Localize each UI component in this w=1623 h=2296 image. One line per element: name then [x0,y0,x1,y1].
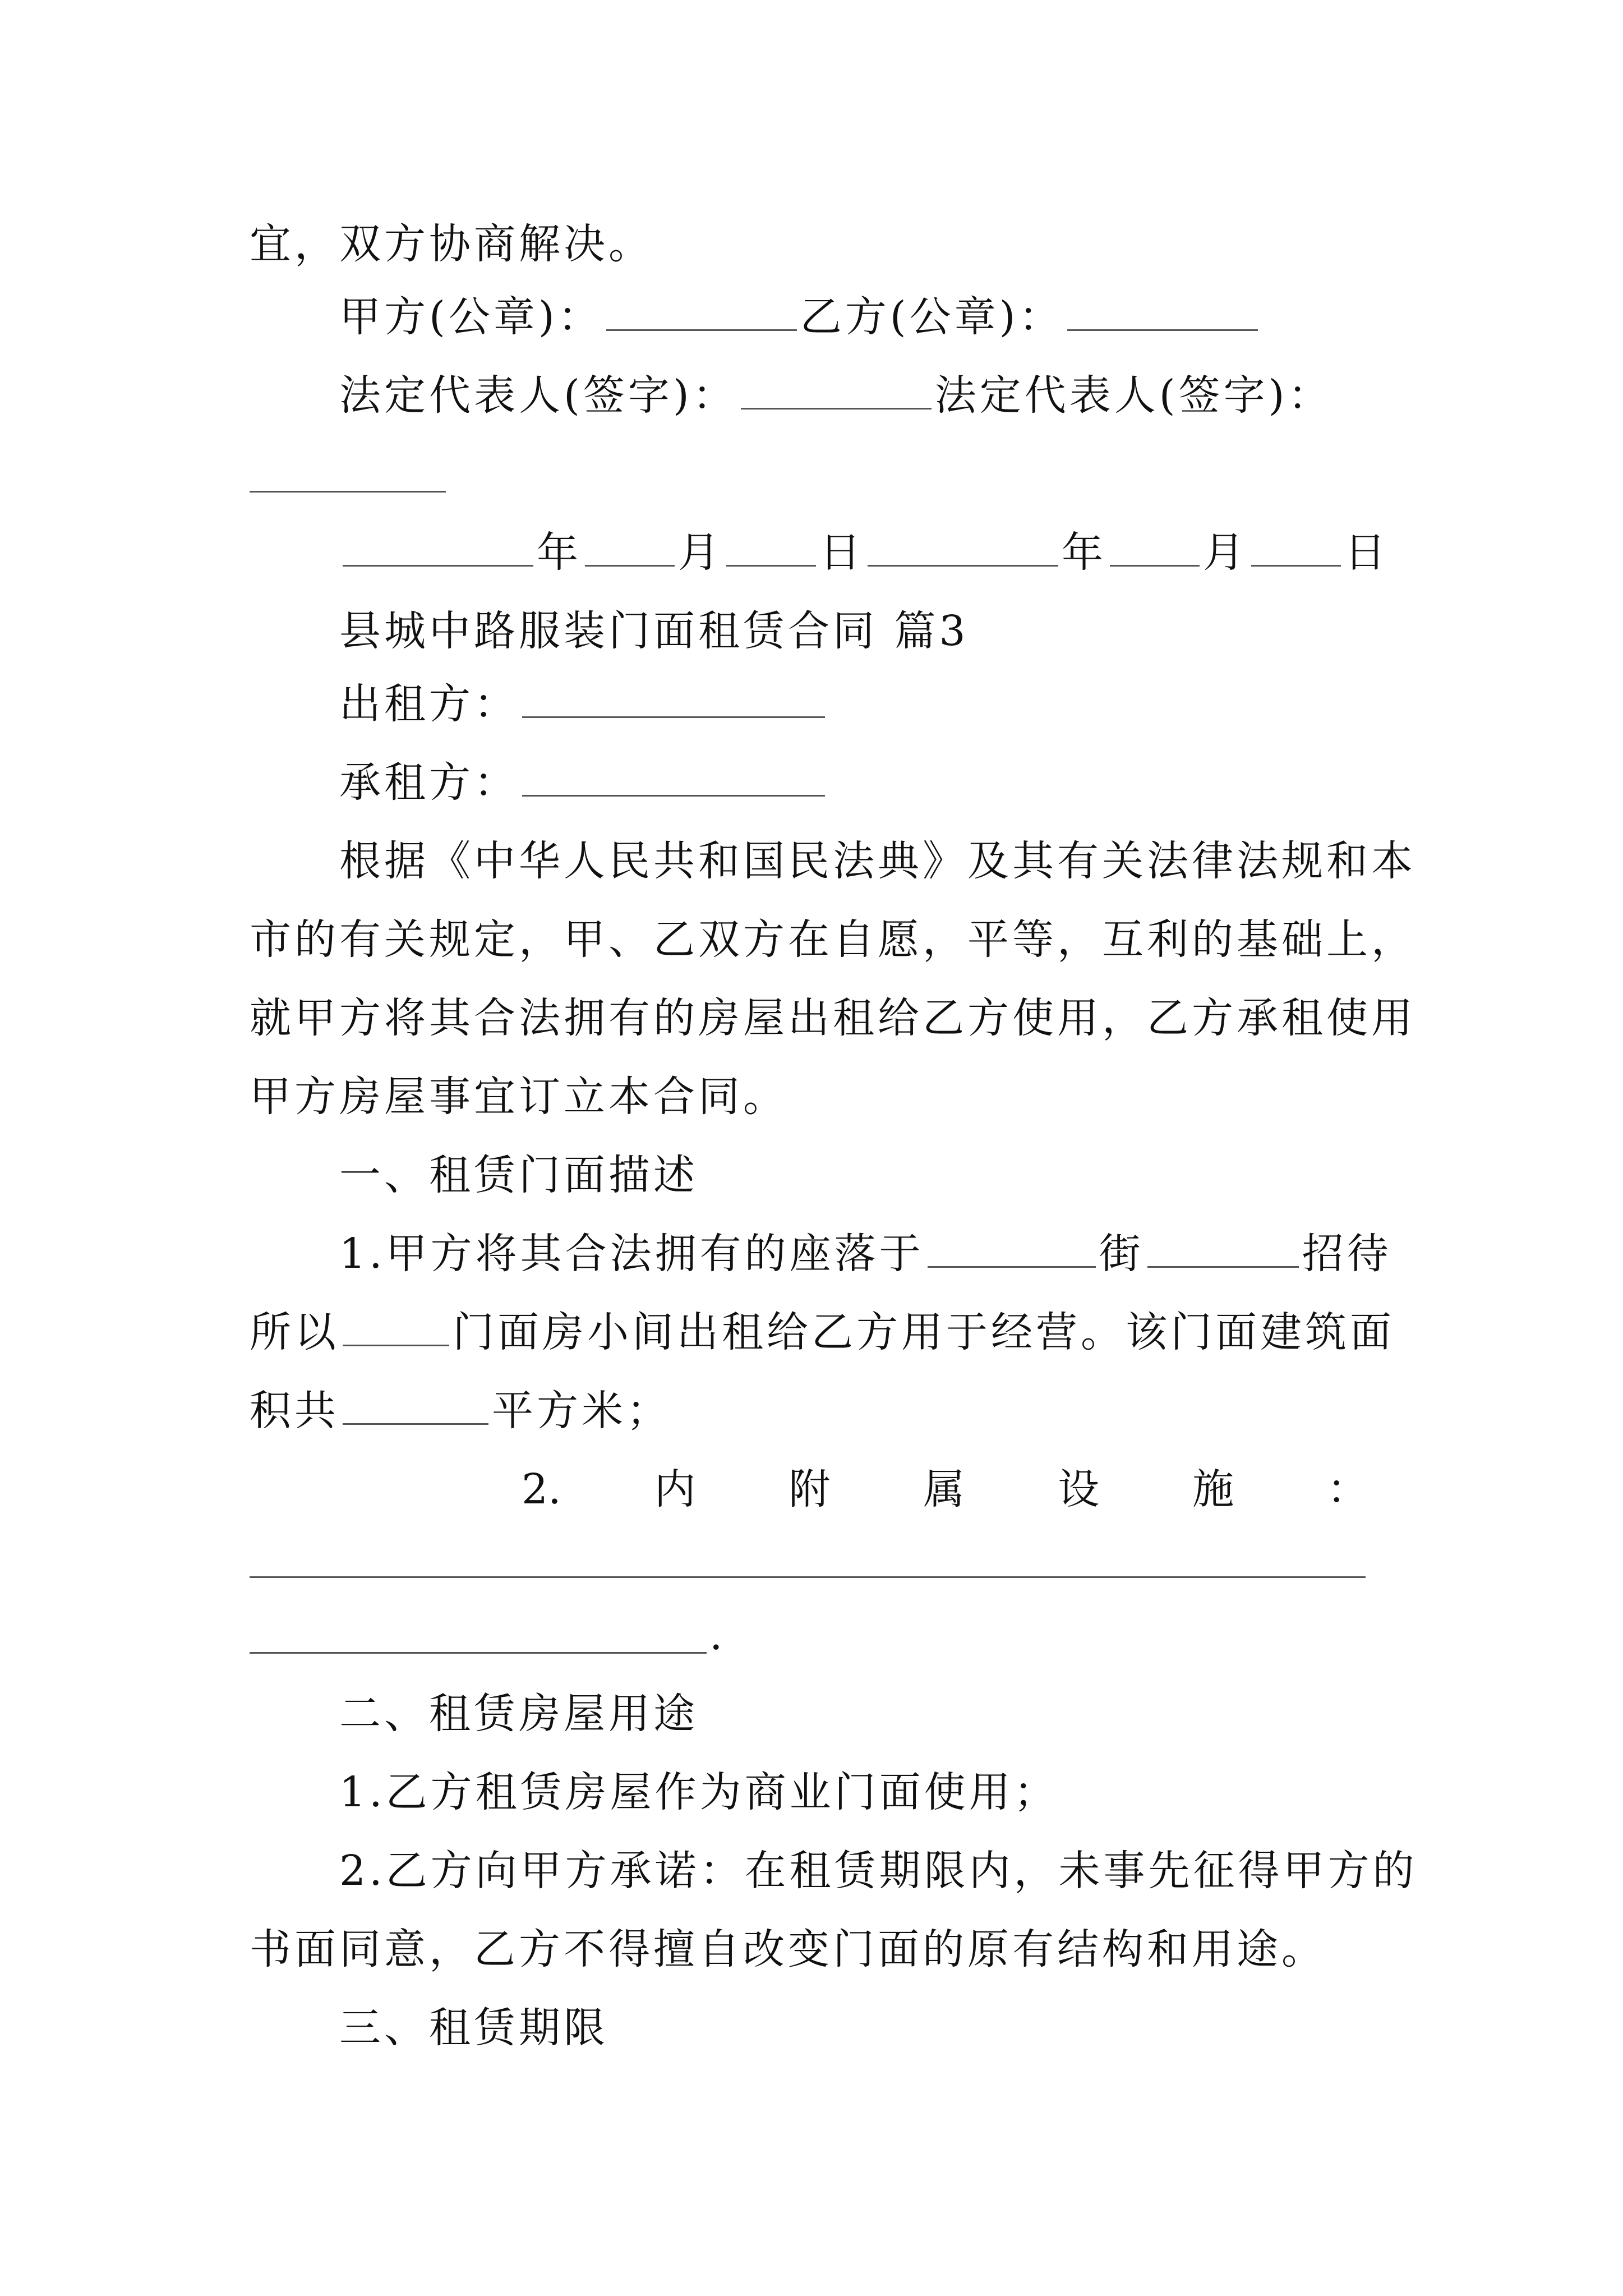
use-item-1: 1.乙方租赁房屋作为商业门面使用； [339,1768,1059,1816]
party-a-rep-blank [741,374,932,409]
paragraph-line: 就甲方将其合法拥有的房屋出租给乙方使用，乙方承租使用 [250,994,1416,1042]
representative-line [339,365,1472,426]
party-a-seal-blank [606,296,797,331]
heading-3: 三、租赁期限 [339,2004,608,2052]
party-b-rep-blank [250,491,446,493]
item-1-text: 1.甲方将其合法拥有的座落于 [339,1230,924,1278]
heading-1: 一、租赁门面描述 [339,1151,698,1199]
signature-seal-line [339,286,1472,348]
item-1-line [339,1223,1472,1285]
lessee-blank [522,761,825,797]
use-item-2: 书面同意，乙方不得擅自改变门面的原有结构和用途。 [250,1925,1326,1973]
year-blank [343,531,533,567]
item-1-text: 所以 [250,1308,339,1356]
street-blank [1147,1232,1299,1268]
item-1-text: 平方米； [492,1387,671,1435]
month-blank [1110,531,1200,567]
facilities-blank [250,1652,707,1654]
heading-2: 二、租赁房屋用途 [339,1690,698,1738]
period-mark: . [709,1611,726,1659]
item-2-char: 2. [522,1465,561,1513]
item-1-text: 积共 [250,1387,339,1435]
party-a-seal-label: 甲方(公章)： [339,293,603,341]
item-2-line [522,1458,1368,1520]
item-1-text: 招待 [1302,1230,1392,1278]
item-2-char: 内 [654,1465,696,1513]
year-label: 年 [1062,528,1106,577]
paragraph-line: 甲方房屋事宜订立本合同。 [250,1073,788,1121]
day-label: 日 [819,528,864,577]
month-label: 月 [1203,528,1248,577]
text-line: 宜，双方协商解决。 [250,220,653,268]
section-title: 县城中路服装门面租赁合同 篇3 [339,607,969,655]
item-2-char: 附 [789,1465,831,1513]
party-b-seal-label: 乙方(公章)： [800,293,1064,341]
paragraph-line: 根据《中华人民共和国民法典》及其有关法律法规和本 [339,837,1416,885]
item-1-text: 门面房小间出租给乙方用于经营。该门面建筑面 [453,1308,1395,1356]
item-2-char: 施 [1192,1465,1234,1513]
lessee-line [339,752,1472,813]
item-2-char: 属 [923,1465,965,1513]
day-label: 日 [1344,528,1389,577]
shop-blank [343,1311,449,1346]
lessor-line [339,673,1472,735]
item-2-char: ： [1326,1465,1368,1513]
day-blank [1251,531,1341,567]
item-1-line [250,1301,1395,1363]
month-blank [585,531,675,567]
party-a-rep-label: 法定代表人(签字)： [339,371,737,420]
item-2-char: 设 [1058,1465,1100,1513]
year-label: 年 [537,528,582,577]
lessee-label: 承租方： [339,758,519,807]
month-label: 月 [678,528,723,577]
date-line [339,522,1472,583]
lessor-blank [522,683,825,718]
facilities-blank [250,1576,1366,1578]
area-blank [343,1389,488,1425]
item-1-line [250,1380,1382,1442]
location-blank [928,1232,1096,1268]
year-blank [868,531,1058,567]
party-b-rep-label: 法定代表人(签字)： [934,371,1333,420]
party-b-seal-blank [1067,296,1258,331]
street-label: 街 [1099,1230,1144,1278]
use-item-2: 2.乙方向甲方承诺：在租赁期限内，未事先征得甲方的 [339,1847,1418,1895]
paragraph-line: 市的有关规定，甲、乙双方在自愿，平等，互利的基础上， [250,915,1416,964]
day-blank [726,531,816,567]
lessor-label: 出租方： [339,680,519,728]
